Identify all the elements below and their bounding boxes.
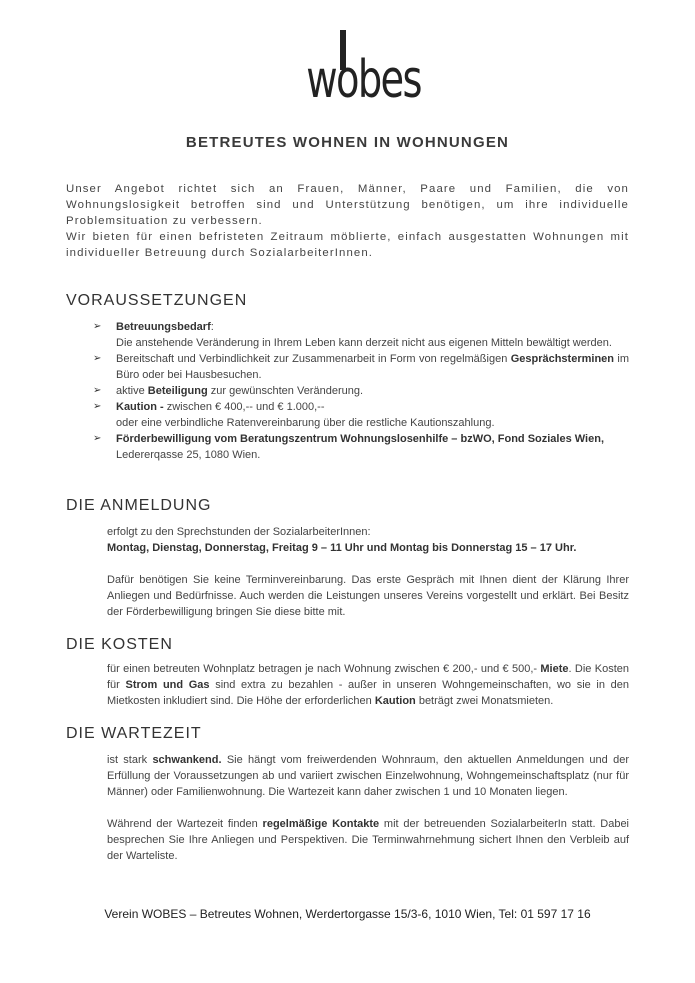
anmeldung-text: erfolgt zu den Sprechstunden der SozialarbeiterInnen: Montag, Dienstag, Donnerstag, Freitag 9 – 11 Uhr und Montag bis Donnerstag 15 – 17 Uhr. Dafür benötigen Sie keine Terminvereinbarung. Das erste Gespräch mit Ihnen dient der Klärung Ihrer Anliegen und Bedürfnisse. Auch werden die Leistungen unseres Vereins vorgestellt und erklärt. Bei Besitz der Förderbewilligung bringen Sie diese bitte mit. — [107, 526, 629, 618]
arrow-bullet-icon: ➢ — [93, 433, 102, 444]
list-item: ➢ aktive Beteiligung zur gewünschten Veränderung. — [93, 385, 364, 397]
list-item: ➢ Bereitschaft und Verbindlichkeit zur Zusammenarbeit in Form von regelmäßigen Gesprächsterminen im Büro oder bei Hausbesuchen. — [93, 353, 629, 381]
arrow-bullet-icon: ➢ — [93, 321, 102, 332]
intro-text — [66, 181, 629, 261]
list-item: ➢ Kaution - zwischen € 400,-- und € 1.000,-- oder eine verbindliche Ratenvereinbarung über die restliche Kautionszahlung. — [93, 401, 495, 429]
list-item: ➢ Betreuungsbedarf: Die anstehende Veränderung in Ihrem Leben kann derzeit nicht aus eigenen Mitteln bewältigt werden. — [93, 321, 612, 349]
heading-kosten: DIE KOSTEN — [66, 636, 173, 653]
heading-wartezeit: DIE WARTEZEIT — [66, 725, 202, 742]
anmeldung-times: Montag, Dienstag, Donnerstag, Freitag 9 – 11 Uhr und Montag bis Donnerstag 15 – 17 Uhr. — [107, 542, 577, 554]
logo-text: wobes — [306, 50, 421, 110]
heading-voraussetzungen: VORAUSSETZUNGEN — [66, 292, 248, 309]
wobes-logo — [298, 24, 421, 116]
arrow-bullet-icon: ➢ — [93, 385, 102, 396]
requirements-list — [93, 319, 629, 463]
intro-paragraph-1: Unser Angebot richtet sich an Frauen, Männer, Paare und Familien, die von Wohnungslosigkeit betroffen sind und Unterstützung benötigen, um ihre individuelle Problemsituation zu verbessern. — [66, 183, 629, 227]
kosten-text: für einen betreuten Wohnplatz betragen je nach Wohnung zwischen € 200,- und € 500,- Miete. Die Kosten für Strom und Gas sind extra zu bezahlen - außer in unseren Wohngemeinschaften, wo sie in den Mietkosten inkludiert sind. Die Höhe der erforderlichen Kaution beträgt zwei Monatsmieten. — [107, 663, 629, 707]
footer-contact: Verein WOBES – Betreutes Wohnen, Werdertorgasse 15/3-6, 1010 Wien, Tel: 01 597 17 16 — [104, 907, 591, 921]
heading-anmeldung: DIE ANMELDUNG — [66, 497, 212, 514]
list-item: ➢ Förderbewilligung vom Beratungszentrum Wohnungslosenhilfe – bzWO, Fond Soziales Wien, Ledererqasse 25, 1080 Wien. — [93, 433, 605, 461]
arrow-bullet-icon: ➢ — [93, 401, 102, 412]
arrow-bullet-icon: ➢ — [93, 353, 102, 364]
page-title: BETREUTES WOHNEN IN WOHNUNGEN — [185, 134, 510, 151]
anmeldung-paragraph: Dafür benötigen Sie keine Terminvereinbarung. Das erste Gespräch mit Ihnen dient der Klärung Ihrer Anliegen und Bedürfnisse. Auch werden die Leistungen unseres Vereins vorgestellt und erklärt. Bei Besitz der Förderbewilligung bringen Sie diese bitte mit. — [107, 574, 629, 618]
wartezeit-text: ist stark schwankend. Sie hängt vom freiwerdenden Wohnraum, den aktuellen Anmeldungen und der Erfüllung der Voraussetzungen ab und variiert zwischen Einzelwohnung, Wohngemeinschaftsplatz (nur für Männer) oder Familienwohnung. Die Wartezeit kann daher zwischen 1 und 10 Monaten liegen. Während der Wartezeit finden regelmäßige Kontakte mit der betreuenden SozialarbeiterIn statt. Dabei besprechen Sie Ihre Anliegen und Perspektiven. Die Terminwahrnehmung sichert Ihnen den Verbleib auf der Warteliste. — [107, 754, 630, 862]
intro-paragraph-2: Wir bieten für einen befristeten Zeitraum möblierte, einfach ausgestatten Wohnungen mit individueller Betreuung durch SozialarbeiterInnen. — [66, 231, 629, 259]
